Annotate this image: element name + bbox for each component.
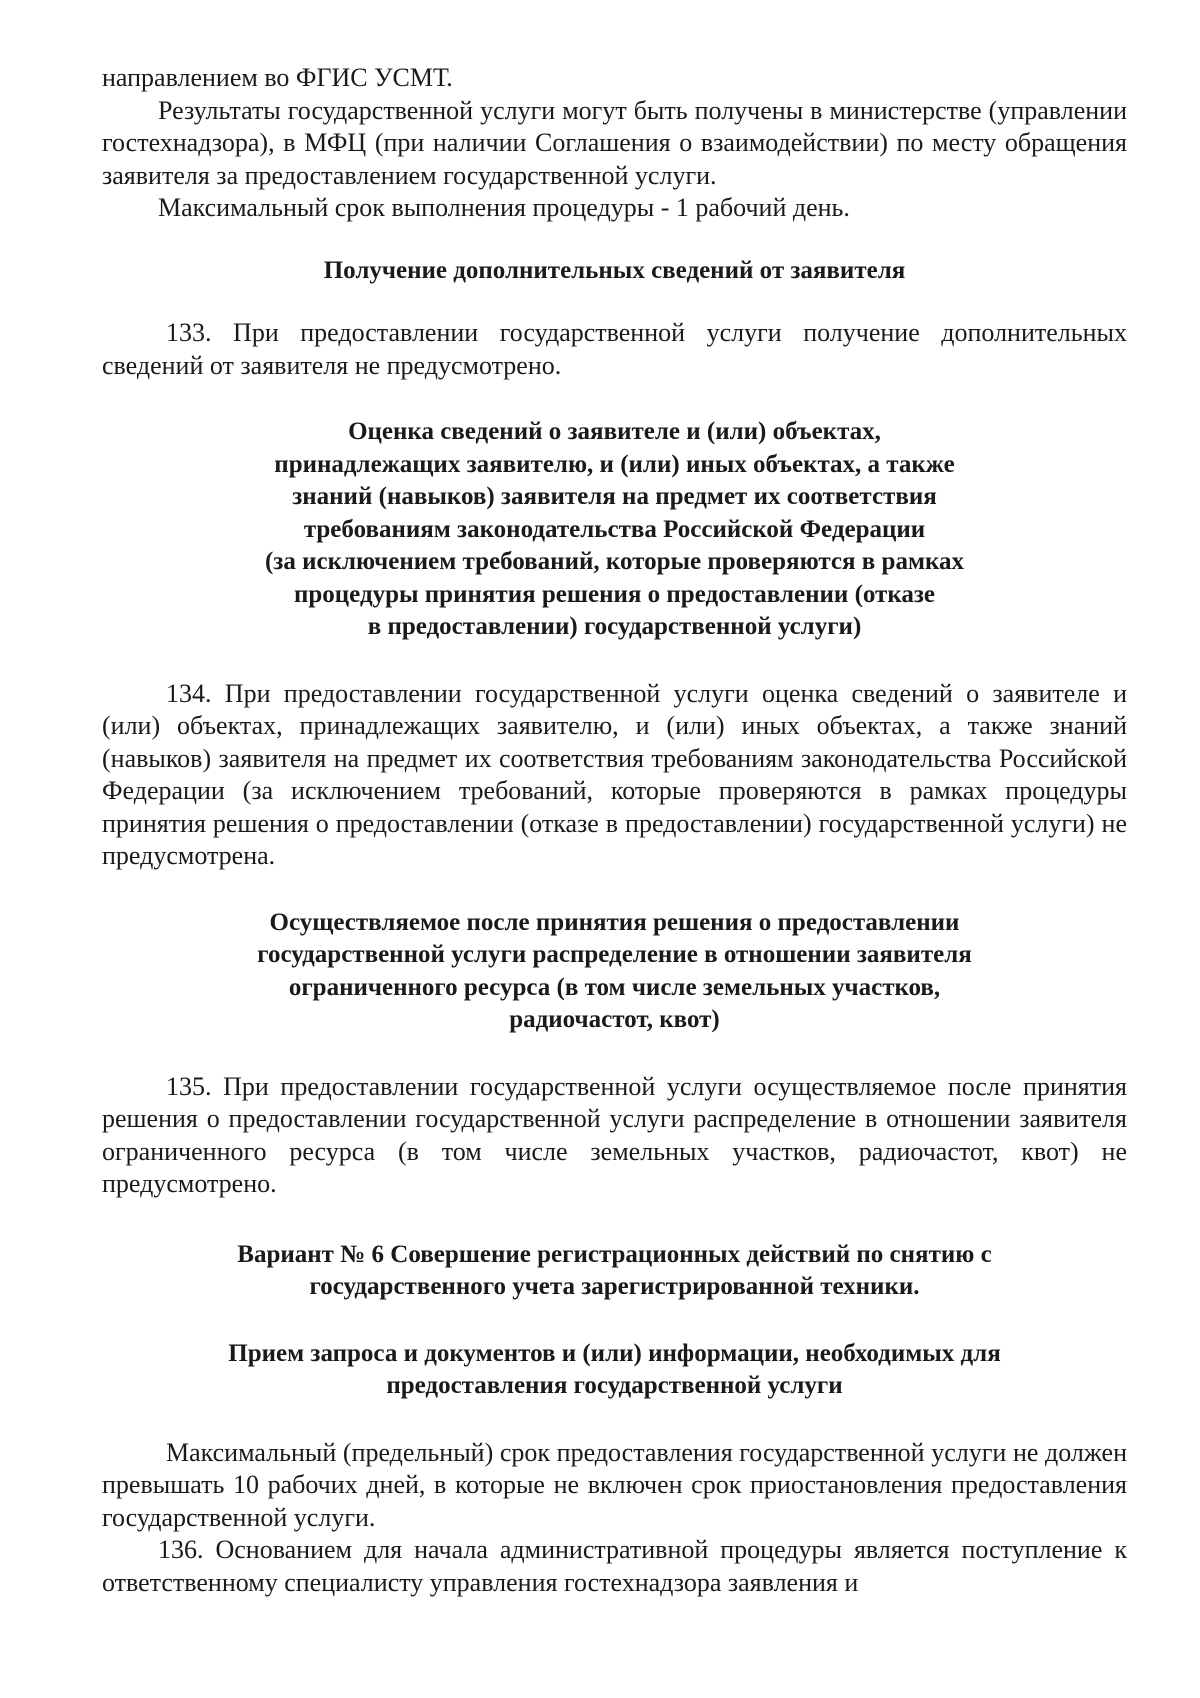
heading-line: предоставления государственной услуги: [386, 1372, 843, 1399]
paragraph-continuation: направлением во ФГИС УСМТ.: [102, 63, 453, 92]
heading-line: процедуры принятия решения о предоставлении (отказе: [293, 580, 936, 608]
heading-line: ограниченного ресурса (в том числе земельных участков,: [288, 973, 941, 1001]
heading-line: государственной услуги распределение в отношении заявителя: [257, 941, 972, 968]
heading-variant-6: [102, 1239, 1127, 1304]
paragraph-results: Результаты государственной услуги могут быть получены в министерстве (управлении гостехнадзора), в МФЦ (при наличии Соглашения о взаимодействии) по месту обращения заявителя за предоставлением государственной услуги.: [102, 95, 1127, 190]
heading-assessment: [102, 416, 1127, 644]
paragraph-max-period: Максимальный (предельный) срок предоставления государственной услуги не должен превышать 10 рабочих дней, в которые не включен срок приостановления предоставления государственной услуги.: [102, 1437, 1127, 1532]
heading-resource-distribution: [102, 907, 1127, 1037]
heading-line: радиочастот, квот): [509, 1006, 720, 1033]
heading-line: (за исключением требований, которые проверяются в рамках: [264, 548, 965, 575]
heading-line: требованиям законодательства Российской Федерации: [303, 515, 926, 543]
paragraph-134: 134. При предоставлении государственной услуги оценка сведений о заявителе и (или) объектах, принадлежащих заявителю, и (или) иных объектах, а также знаний (навыков) заявителя на предмет их соответствия требованиям законодательства Российской Федерации (за исключением требований, которые проверяются в рамках процедуры принятия решения о предоставлении (отказе в предоставлении) государственной услуги) не предусмотрена.: [102, 678, 1127, 870]
heading-line: в предоставлении) государственной услуги): [367, 613, 862, 640]
heading-additional-info: Получение дополнительных сведений от заявителя: [323, 256, 906, 284]
paragraph-max-term: Максимальный срок выполнения процедуры - 1 рабочий день.: [158, 193, 850, 222]
heading-request-reception: [102, 1338, 1127, 1403]
paragraph-135: 135. При предоставлении государственной услуги осуществляемое после принятия решения о предоставлении государственной услуги распределение в отношении заявителя ограниченного ресурса (в том числе земельных участков, радиочастот, квот) не предусмотрено.: [102, 1071, 1127, 1198]
paragraph-136: 136. Основанием для начала административной процедуры является поступление к ответственному специалисту управления гостехнадзора заявления и: [102, 1535, 1127, 1597]
heading-line: знаний (навыков) заявителя на предмет их соответствия: [292, 483, 937, 510]
heading-line: Прием запроса и документов и (или) информации, необходимых для: [228, 1339, 1001, 1367]
heading-line: Оценка сведений о заявителе и (или) объектах,: [348, 418, 881, 445]
heading-line: принадлежащих заявителю, и (или) иных объектах, а также: [274, 450, 955, 478]
heading-line: Вариант № 6 Совершение регистрационных действий по снятию с: [237, 1240, 992, 1268]
document-body: [102, 62, 1127, 1599]
heading-line: Осуществляемое после принятия решения о предоставлении: [269, 908, 960, 936]
heading-line: государственного учета зарегистрированной техники.: [309, 1273, 920, 1300]
paragraph-133: 133. При предоставлении государственной услуги получение дополнительных сведений от заявителя не предусмотрено.: [102, 318, 1127, 380]
